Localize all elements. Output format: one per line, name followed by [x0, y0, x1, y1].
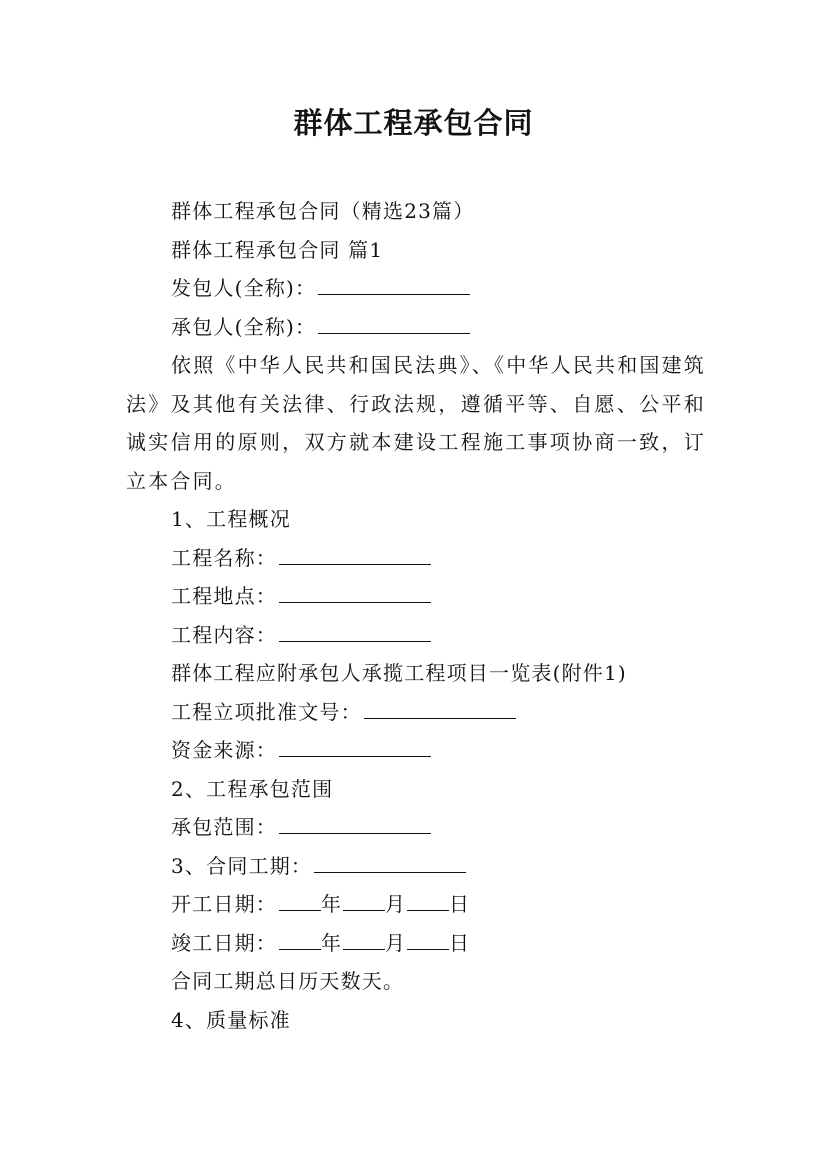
start-month-blank	[343, 890, 385, 911]
project-location-line	[126, 577, 706, 616]
attachment-note: 群体工程应附承包人承揽工程项目一览表(附件1)	[171, 661, 627, 685]
day-unit: 日	[449, 930, 469, 955]
total-days-line: 合同工期总日历天数天。	[171, 969, 405, 993]
subtitle: 群体工程承包合同（精选23篇）	[171, 199, 475, 223]
section-3-heading: 3、合同工期：	[171, 853, 313, 878]
month-unit: 月	[385, 930, 405, 955]
employer-blank	[318, 274, 470, 295]
section-2-heading: 2、工程承包范围	[171, 776, 334, 801]
year-unit: 年	[321, 930, 341, 955]
part-heading: 群体工程承包合同 篇1	[171, 237, 384, 262]
completion-date-line	[126, 924, 706, 963]
project-name-line	[126, 539, 706, 578]
scope-line	[126, 808, 706, 847]
completion-date-label: 竣工日期：	[171, 930, 277, 955]
employer-label: 发包人(全称)：	[171, 276, 317, 300]
contract-period-blank	[314, 852, 466, 873]
section-3-line	[126, 847, 706, 886]
project-location-blank	[279, 582, 431, 603]
approval-number-line	[126, 693, 706, 732]
start-date-label: 开工日期：	[171, 892, 277, 916]
funding-line	[126, 731, 706, 770]
section-4-heading: 4、质量标准	[171, 1007, 291, 1032]
approval-number-label: 工程立项批准文号：	[171, 699, 362, 724]
scope-blank	[279, 813, 431, 834]
project-name-blank	[279, 544, 431, 565]
start-date-line	[126, 885, 706, 924]
preamble-paragraph: 依照《中华人民共和国民法典》、《中华人民共和国建筑法》及其他有关法律、行政法规，遵循平等、自愿、公平和诚实信用的原则，双方就本建设工程施工事项协商一致，订立本合同。	[126, 353, 706, 493]
project-name-label: 工程名称：	[171, 545, 277, 570]
start-day-blank	[407, 890, 449, 911]
contractor-line	[126, 308, 706, 347]
funding-blank	[279, 736, 431, 757]
scope-label: 承包范围：	[171, 815, 277, 839]
contractor-blank	[318, 313, 470, 334]
project-content-label: 工程内容：	[171, 622, 277, 647]
employer-line	[126, 269, 706, 308]
month-unit: 月	[385, 892, 405, 916]
project-location-label: 工程地点：	[171, 584, 277, 608]
completion-year-blank	[279, 929, 321, 950]
completion-day-blank	[407, 929, 449, 950]
project-content-blank	[279, 621, 431, 642]
completion-month-blank	[343, 929, 385, 950]
document-body	[126, 192, 706, 1039]
contractor-label: 承包人(全称)：	[171, 314, 317, 339]
start-year-blank	[279, 890, 321, 911]
year-unit: 年	[321, 892, 341, 916]
project-content-line	[126, 616, 706, 655]
funding-label: 资金来源：	[171, 738, 277, 762]
document-title: 群体工程承包合同	[293, 106, 534, 140]
day-unit: 日	[449, 892, 469, 916]
section-1-heading: 1、工程概况	[171, 507, 291, 531]
approval-number-blank	[364, 698, 516, 719]
